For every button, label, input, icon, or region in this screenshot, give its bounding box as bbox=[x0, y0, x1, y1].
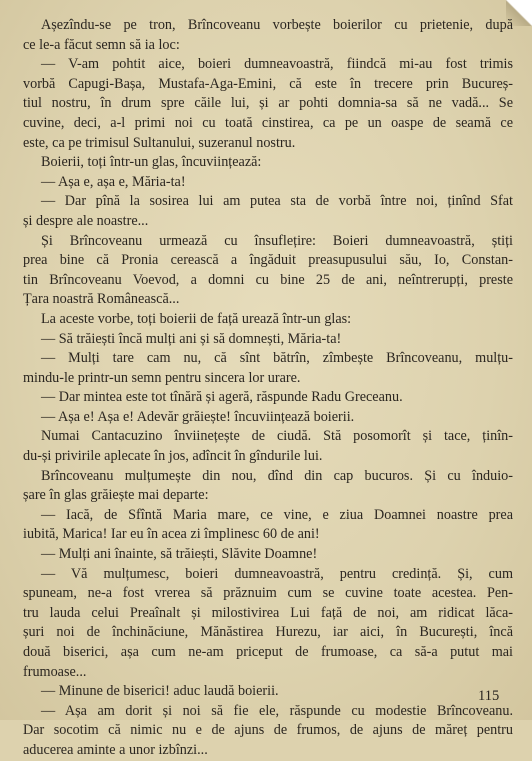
text-line: tin Brîncoveanu Voevod, a domni cu bine 25 de ani, neîntrerupți, preste bbox=[23, 271, 513, 288]
text-line: șare în glas grăiește mai departe: bbox=[23, 487, 209, 504]
text-line: Așezîndu-se pe tron, Brîncoveanu vorbește boierilor cu prietenie, după bbox=[41, 17, 513, 33]
text-line: două biserici, așa cum ne-am priceput de frumoase, ca să-a putut mai bbox=[23, 644, 513, 660]
text-line: — Așa e, așa e, Măria-ta! bbox=[41, 173, 186, 190]
text-line: du-și privirile aplecate în jos, adîncit în gîndurile lui. bbox=[23, 448, 323, 465]
text-line: — Iacă, de Sfîntă Maria mare, ce vine, e ziua Doamnei noastre prea bbox=[41, 506, 513, 523]
text-line: Brîncoveanu mulțumește din nou, dînd din cap bucuros. Și cu înduio- bbox=[41, 467, 513, 484]
text-line: — Minune de biserici! aduc laudă boierii. bbox=[41, 683, 279, 700]
text-line: cuvine, deci, a-l primi noi cu toată cinstirea, ca pe un oaspe de seamă ce bbox=[23, 114, 513, 131]
text-line: — Așa am dorit și noi să fie ele, răspunde cu modestie Brîncoveanu. bbox=[41, 702, 513, 719]
text-line: prea bine că Pronia cerească a îngăduit preasupusului său, Io, Constan- bbox=[23, 252, 513, 269]
text-line: La aceste vorbe, toți boierii de față urează într-un glas: bbox=[41, 310, 352, 327]
text-line: iubită, Marica! Iar eu în acea zi împlinesc 60 de ani! bbox=[23, 526, 320, 543]
text-line: Dar socotim că nimic nu e de ajuns de frumos, de ajuns de măreț pentru bbox=[23, 722, 513, 739]
text-line: frumoase... bbox=[23, 663, 87, 680]
text-line: — Mulți ani înainte, să trăiești, Slăvite Doamne! bbox=[41, 546, 318, 563]
body-text bbox=[23, 16, 513, 761]
text-line: — Vă mulțumesc, boieri dumneavoastră, pentru credință. Și, cum bbox=[41, 565, 513, 582]
text-line: ce le-a făcut semn să ia loc: bbox=[23, 36, 180, 53]
text-line: tiul nostru, în drum spre căile lui, și ar pohti domnia-sa să ne vadă... Se bbox=[23, 95, 513, 112]
text-line: — V-am pohtit aice, boieri dumneavoastră, fiindcă mi-au fost trimis bbox=[41, 56, 513, 73]
text-line: mindu-le printr-un semn pentru sincera lor urare. bbox=[23, 369, 301, 386]
text-line: Boierii, toți într-un glas, încuviințează: bbox=[41, 154, 262, 171]
text-line: Țara noastră Românească... bbox=[23, 291, 180, 308]
text-line: — Dar mintea este tot tînără și ageră, răspunde Radu Greceanu. bbox=[41, 389, 403, 406]
text-line: șuri noi de închinăciune, Mănăstirea Hurezu, iar aici, în București, încă bbox=[23, 624, 513, 641]
text-line: aducerea aminte a unor izbînzi... bbox=[23, 741, 208, 758]
text-line: și despre ale noastre... bbox=[23, 212, 149, 229]
text-line: vorbă Capugi-Bașa, Mustafa-Aga-Emini, că este în trecere prin Bucureș- bbox=[23, 75, 513, 92]
text-line: Și Brîncoveanu urmează cu însuflețire: Boieri dumneavoastră, știți bbox=[41, 232, 513, 249]
text-line: Numai Cantacuzino înviinețește de ciudă. Stă posomorît și tace, ținîn- bbox=[41, 428, 513, 445]
text-line: — Să trăiești încă mulți ani și să domnești, Măria-ta! bbox=[41, 330, 342, 347]
page-number: 115 bbox=[478, 688, 500, 704]
text-line: — Așa e! Așa e! Adevăr grăiește! încuviințează boierii. bbox=[41, 408, 355, 425]
text-line: este, ca pe trimisul Sultanului, suzeranul nostru. bbox=[23, 134, 296, 151]
text-line: tru lauda celui Preaînalt și milostivirea Lui față de noi, am ridicat lăca- bbox=[23, 604, 513, 621]
text-line: spuneam, ne-a fost vrerea să prăznuim cum se cuvine toate acestea. Pen- bbox=[23, 585, 513, 602]
text-line: — Dar pînă la sosirea lui am putea sta de vorbă între noi, ținînd Sfat bbox=[41, 193, 513, 210]
text-line: — Mulți tare cam nu, că sînt bătrîn, zîmbește Brîncoveanu, mulțu- bbox=[41, 350, 513, 367]
